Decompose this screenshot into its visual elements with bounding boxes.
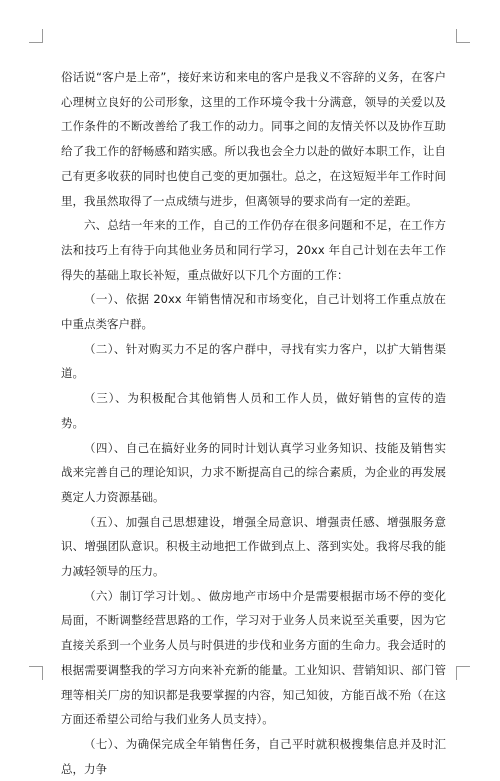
paragraph: （六）制订学习计划。、做房地产市场中介是需要根据市场不停的变化局面，不断调整经营思路的工作，学习对于业务人员来说至关重要，因为它直接关系到一个业务人员与时俱进的步伐和业务方面的生命力。我会适时的根据需要调整我的学习方向来补充新的能量。工业知识、营销知识、部门管理等相关厂房的知识都是我要掌握的内容，知己知彼，方能百战不殆（在这方面还希望公司给与我们业务人员支持）。 [61, 588, 446, 727]
crop-mark-top-left [29, 29, 43, 43]
paragraph: （二）、针对购买力不足的客户群中，寻找有实力客户，以扩大销售渠道。 [61, 341, 446, 381]
paragraph: 六、总结一年来的工作，自己的工作仍存在很多问题和不足，在工作方法和技巧上有待于向其他业务员和同行学习，20xx 年自己计划在去年工作得失的基础上取长补短，重点做好以下几个方面的工作： [61, 218, 446, 282]
crop-mark-top-right [456, 29, 470, 43]
paragraph: （七）、为确保完成全年销售任务，自己平时就积极搜集信息并及时汇总，力争 [61, 736, 446, 776]
document-body [61, 65, 446, 781]
crop-mark-bottom-right [456, 666, 470, 680]
paragraph: （四）、自己在搞好业务的同时计划认真学习业务知识、技能及销售实战来完善自己的理论知识，力求不断提高自己的综合素质，为企业的再发展奠定人力资源基础。 [61, 440, 446, 504]
paragraph: （五）、加强自己思想建设，增强全局意识、增强责任感、增强服务意识、增强团队意识。积极主动地把工作做到点上、落到实处。我将尽我的能力减轻领导的压力。 [61, 514, 446, 579]
paragraph: （三）、为积极配合其他销售人员和工作人员，做好销售的宣传的造势。 [61, 391, 446, 430]
paragraph: （一）、依据 20xx 年销售情况和市场变化，自己计划将工作重点放在中重点类客户群。 [61, 292, 446, 332]
paragraph: 俗话说“客户是上帝”，接好来访和来电的客户是我义不容辞的义务，在客户心理树立良好的公司形象，这里的工作环境令我十分满意，领导的关爱以及工作条件的不断改善给了我工作的动力。同事之间的友情关怀以及协作互助给了我工作的舒畅感和踏实感。所以我也会全力以赴的做好本职工作，让自己有更多收获的同时也使自己变的更加强壮。总之，在这短短半年工作时间里，我虽然取得了一点成绩与进步，但离领导的要求尚有一定的差距。 [61, 70, 446, 208]
crop-mark-bottom-left [29, 666, 43, 680]
